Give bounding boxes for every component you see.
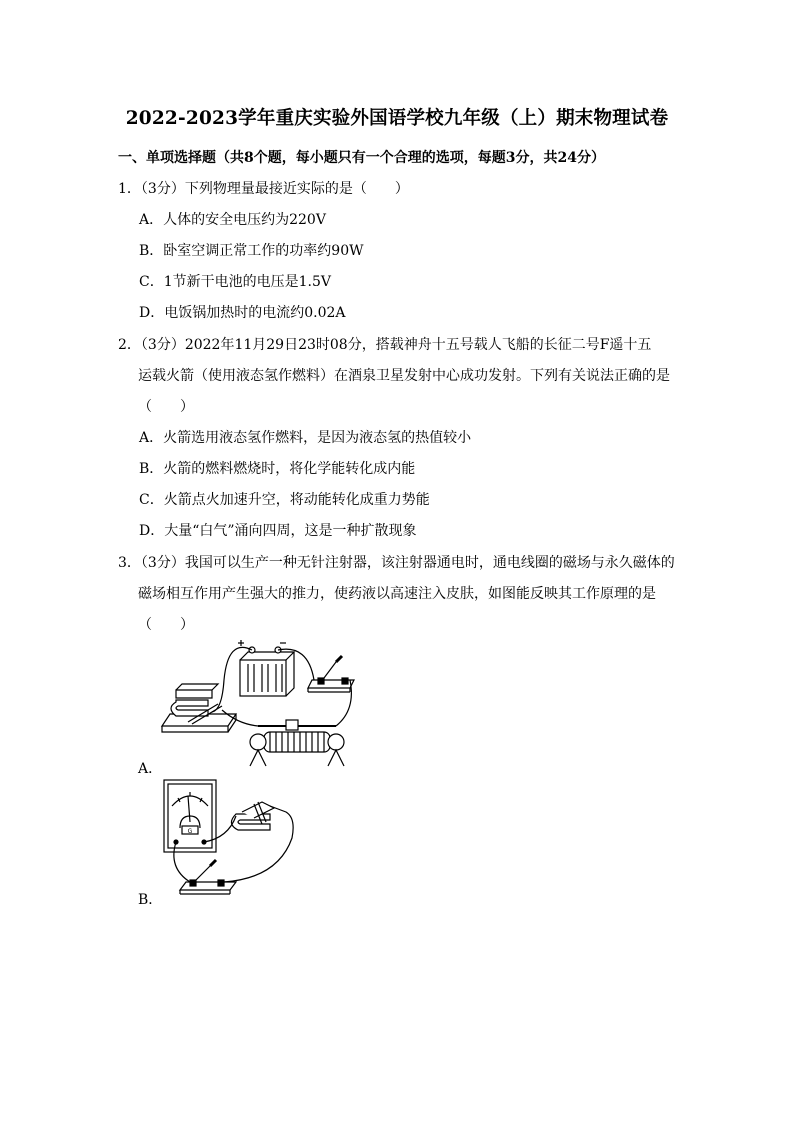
figure-b-circuit-diagram bbox=[158, 778, 300, 904]
question-1-stem: 1．（3分）下列物理量最接近实际的是（ ） bbox=[118, 181, 409, 197]
question-2-stem-line-1: 2．（3分）2022年11月29日23时08分，搭载神舟十五号载人飞船的长征二号F遥十五 bbox=[118, 337, 652, 353]
question-2-stem-line-2: 运载火箭（使用液态氢作燃料）在酒泉卫星发射中心成功发射。下列有关说法正确的是 bbox=[138, 368, 670, 384]
question-3-option-b-label: B． bbox=[138, 892, 163, 908]
knife-switch-icon bbox=[180, 860, 236, 894]
figure-a-circuit-diagram bbox=[158, 640, 358, 772]
question-1-option-d: D．电饭锅加热时的电流约0.02A bbox=[139, 305, 346, 321]
question-2-option-d: D．大量“白气”涌向四周，这是一种扩散现象 bbox=[139, 523, 417, 539]
rheostat-icon bbox=[250, 720, 344, 766]
question-2-stem-line-3: （ ） bbox=[138, 399, 194, 415]
question-1-option-c: C．1节新干电池的电压是1.5V bbox=[139, 274, 331, 290]
question-3-stem-line-2: 磁场相互作用产生强大的推力，使药液以高速注入皮肤，如图能反映其工作原理的是 bbox=[138, 586, 656, 602]
horseshoe-magnet-icon bbox=[162, 684, 236, 732]
question-2-option-c: C．火箭点火加速升空，将动能转化成重力势能 bbox=[139, 492, 430, 508]
galvanometer-label: G bbox=[187, 828, 193, 835]
question-3-option-a-label: A． bbox=[138, 761, 163, 777]
page-title: 2022-2023学年重庆实验外国语学校九年级（上）期末物理试卷 bbox=[125, 108, 669, 129]
horseshoe-magnet-icon bbox=[231, 802, 274, 830]
question-2-option-b: B．火箭的燃料燃烧时，将化学能转化成内能 bbox=[139, 461, 416, 477]
question-1-option-a: A．人体的安全电压约为220V bbox=[139, 212, 326, 228]
knife-switch-icon bbox=[308, 656, 354, 692]
question-2-option-a: A．火箭选用液态氢作燃料，是因为液态氢的热值较小 bbox=[139, 430, 472, 446]
question-1-option-b: B．卧室空调正常工作的功率约90W bbox=[139, 243, 364, 259]
question-3-stem-line-3: （ ） bbox=[138, 617, 194, 633]
question-3-stem-line-1: 3．（3分）我国可以生产一种无针注射器，该注射器通电时，通电线圈的磁场与永久磁体的 bbox=[118, 555, 675, 571]
section-heading: 一、单项选择题（共8个题，每小题只有一个合理的选项，每题3分，共24分） bbox=[118, 150, 605, 166]
